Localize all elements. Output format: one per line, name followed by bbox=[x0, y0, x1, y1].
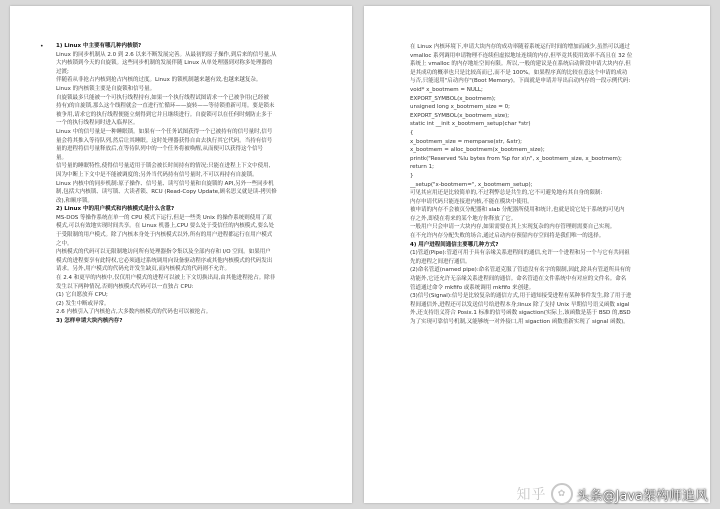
text-line: 模式的进程要享有此特权,它必须通过系统调用向设备驱动程序或其他内核模式的代码发出 bbox=[56, 257, 273, 264]
text-line: 与否,只能退用"启动内存"(Boot Memory)。下面就是申请并导出启动内存的一段示例代码: bbox=[410, 78, 631, 85]
text-line: 大内核锁到今天的自旋锁。这些同步机制的发展伴随 Linux 从单处理器到对称多处理器的 bbox=[56, 60, 273, 67]
text-line: vmalloc 系列调用申请物理不连续但虚拟地址连续的内存,但毕竟其使用效率不高且在 32 位 bbox=[410, 52, 633, 59]
text-line: x_bootmem_size = memparse(str, &str); bbox=[410, 138, 522, 145]
text-line: 2.6 内核引入了内核抢占,大多数内核模式的代码也可以被抢占。 bbox=[56, 309, 212, 316]
text-line: Linux 中的信号量是一种睡眠锁。如果有一个任务试图获得一个已被持有的信号量时,信号 bbox=[56, 128, 273, 135]
right-page bbox=[364, 6, 710, 503]
text-line: unsigned long x_bootmem_size = 0; bbox=[410, 104, 510, 111]
text-line: 自旋锁最多只能被一个可执行线程持有,如果一个执行线程试图请求一个已被争用(已经被 bbox=[56, 94, 269, 101]
watermark-logo-icon: ✿ bbox=[551, 483, 573, 505]
text-line: (2)命名管道(named pipe):命名管道克服了管道没有名字的限制,因此,除具有管道所具有的 bbox=[410, 267, 631, 274]
text-line: (2) 发生中断或异常。 bbox=[56, 300, 110, 307]
text-line: Linux 的同步机制从 2.0 到 2.6 以来不断发展完善。从最初的原子操作,到后来的信号量,从 bbox=[56, 51, 277, 58]
section-heading: 3) 怎样申请大块内核内存? bbox=[56, 318, 123, 324]
bullet-icon: • bbox=[40, 43, 44, 50]
text-line: 存之外,即使在将来的某个地方你释放了它。 bbox=[410, 215, 517, 222]
text-line: MS-DOS 等操作系统在单一的 CPU 模式下运行,但是一些类 Unix 的操作系统则使用了双 bbox=[56, 214, 272, 221]
watermark-zhihu-text: 知乎 bbox=[516, 487, 547, 503]
text-line: Linux 的内核锁主要是自旋锁和信号量。 bbox=[56, 85, 156, 92]
text-line: static int __init x_bootmem_setup(char *str) bbox=[410, 121, 531, 128]
section-heading: 1) Linux 中主要有哪几种内核锁? bbox=[56, 43, 142, 49]
text-line: 在 2.4 和更早的内核中,仅仅用户模式的进程可以被上下文切换出局,由其他进程抢占。除非 bbox=[56, 275, 276, 282]
text-line: { bbox=[410, 129, 414, 136]
text-line: 管道通过命令 mkfifo 或系统调用 mkfifo 来创建。 bbox=[410, 284, 535, 291]
text-line: printk("Reserved %lu bytes from %p for x\n", x_bootmem_size, x_bootmem); bbox=[410, 155, 622, 162]
text-line: 被争用,请求它的执行线程便能立刻得到它并且继续进行。自旋锁可以在任何时刻防止多于 bbox=[56, 111, 273, 118]
section-heading: 4) 用户进程间通信主要哪几种方式? bbox=[410, 241, 499, 248]
text-line: 因为中断上下文中是不能被调度的;另外当代码持有信号量时,不可以再持有自旋锁。 bbox=[56, 171, 258, 178]
text-line: 发生以下两种情况,否则内核模式代码可以一直独占 CPU: bbox=[56, 283, 194, 290]
text-line: 为了实现可靠信号机制,又能够统一对外接口,用 sigaction 函数重新实现了 signal 函数)。 bbox=[410, 319, 629, 325]
text-line: 被申请的内存不会被页分配器和 slab 分配器所使用和统计,也就是说它处于系统的可见内 bbox=[410, 207, 625, 214]
watermark bbox=[517, 483, 708, 505]
text-line: 请求。另外,用户模式的代码允许发生缺页,而内核模式的代码则不允许。 bbox=[56, 266, 230, 273]
text-line: 持有)的自旋锁,那么这个线程就会一直进行忙循环——旋转——等待锁重新可用。要是锁未 bbox=[56, 103, 275, 110]
text-line: EXPORT_SYMBOL(x_bootmem_size); bbox=[410, 112, 510, 119]
text-line: void* x_bootmem = NULL; bbox=[410, 86, 483, 93]
text-line: 内存申请代码只能连接进内核,不能在模块中使用。 bbox=[410, 198, 533, 205]
text-line: 系统上 vmalloc 的内存地址空间有限。所以,一般的建议是在系统启动阶段申请大块内存,但 bbox=[410, 61, 631, 68]
text-line: (1) 它自愿放弃 CPU; bbox=[56, 292, 108, 299]
text-line: 一个的执行线程同时进入临界区。 bbox=[56, 120, 139, 127]
text-line: 量会将其推入等待队列,然后让其睡眠。这时处理器获得自由去执行其它代码。当持有信号 bbox=[56, 137, 273, 144]
text-line: 程间通信外,进程还可以发送信号给进程本身;linux 除了支持 Unix 早期信号语义函数 sigal bbox=[410, 301, 630, 308]
text-line: 内核模式的代码可以无限制地访问所有处理器指令集以及全部内存和 I/O 空间。如果用户 bbox=[56, 249, 271, 256]
section-heading: 2) Linux 中的用户模式和内核模式是什么含意? bbox=[56, 206, 175, 213]
text-line: 信号量的睡眠特性,使得信号量适用于锁会被长时间持有的情况;只能在进程上下文中使用, bbox=[56, 163, 271, 170]
text-line: 功能外,它还允许无亲缘关系进程间的通信。命名管道在文件系统中有对应的文件名。命名 bbox=[410, 276, 627, 283]
text-line: 于受限制的用户模式。除了内核本身处于内核模式以外,所有的用户进程都运行在用户模式 bbox=[56, 232, 273, 239]
text-line: 量。 bbox=[56, 154, 68, 161]
right-page-content bbox=[410, 43, 690, 497]
watermark-author-text: 头条@Java架构师追风 bbox=[576, 488, 708, 504]
text-line: 量的进程将信号量释放后,在等待队列中的一个任务将被唤醒,从而便可以获得这个信号 bbox=[56, 146, 263, 153]
left-page bbox=[10, 6, 352, 503]
text-line: EXPORT_SYMBOL(x_bootmem); bbox=[410, 95, 496, 102]
text-line: __setup("x-bootmem=", x_bootmem_setup); bbox=[410, 181, 533, 188]
text-line: 过渡; bbox=[56, 68, 69, 75]
text-line: 在 Linux 内核环境下,申请大块内存的成功率随着系统运行时间的增加而减少,虽然可以通过 bbox=[410, 44, 630, 50]
text-line: 先的进程之间进行通信。 bbox=[410, 258, 471, 265]
left-page-content bbox=[40, 42, 330, 497]
text-line: 在不允许内存分配失败的场合,通过启动内存预留内存空间将是我们唯一的选择。 bbox=[410, 233, 605, 240]
text-line: 模式,可以有效地实现时间共享。在 Linux 机器上,CPU 要么处于受信任的内核模式,要么处 bbox=[56, 223, 274, 230]
text-line: 之中。 bbox=[56, 240, 73, 247]
text-line: 改),和顺序锁。 bbox=[56, 197, 93, 204]
text-line: } bbox=[410, 172, 414, 179]
text-line: 是其成功的概率也只是比较高而已,而不是 100%。如果程序真的比较在意这个申请的成功 bbox=[410, 69, 628, 76]
text-line: return 1; bbox=[410, 164, 434, 171]
text-line: 可见其应用还是比较简单的,不过利弊总是共生的,它不可避免地有其自身的限制: bbox=[410, 190, 603, 197]
text-line: x_bootmem = alloc_bootmem(x_bootmem_size); bbox=[410, 147, 545, 154]
text-line: 制,包括大内核锁、读写锁、大读者锁、RCU (Read-Copy Update,顾名思义就是读-拷贝修 bbox=[56, 189, 277, 196]
text-line: (1)管道(Pipe):管道可用于具有亲缘关系进程间的通信,允许一个进程和另一个与它有共同祖 bbox=[410, 250, 630, 257]
text-line: 伴随着从非抢占内核到抢占内核的过度。Linux 的锁机制越来越有效,也越来越复杂。 bbox=[56, 77, 262, 84]
text-line: (3)信号(Signal):信号是比较复杂的通信方式,用于通知接受进程有某种事件发生,除了用于进 bbox=[410, 293, 632, 300]
text-line: 外,还支持语义符合 Posix.1 标准的信号函数 sigaction(实际上,该函数是基于 BSD 的,BSD bbox=[410, 310, 631, 317]
text-line: Linux 内核中的同步机制:原子操作、信号量、读写信号量和自旋锁的 API,另外一些同步机 bbox=[56, 180, 274, 187]
text-line: 一般用户只会申请一大块内存,如果需要在其上实现复杂的内存管理则需要自己实现。 bbox=[410, 224, 616, 231]
